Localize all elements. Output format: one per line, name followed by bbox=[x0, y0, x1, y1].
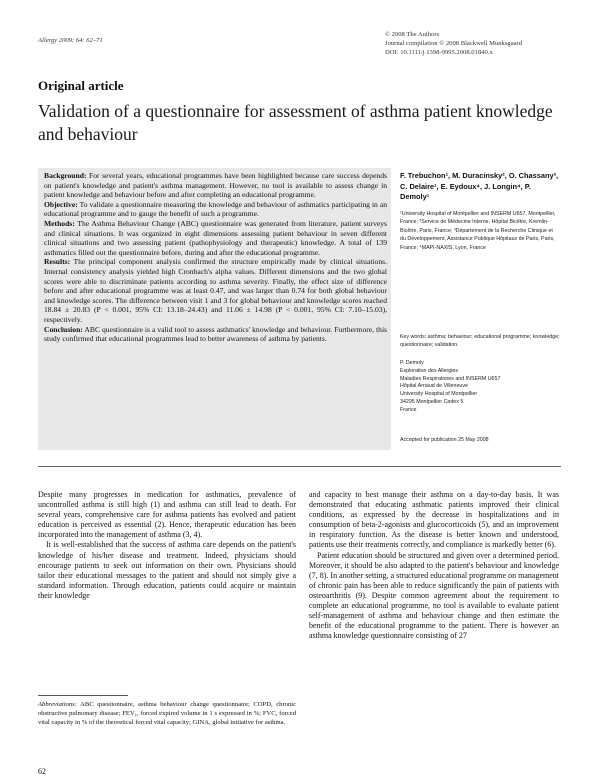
methods-text: The Asthma Behaviour Change (ABC) questionnaire was generated from literature, patient surveys and clinical situations. It was organized in eight dimensions assessing patient behaviour in seven different clinical situations and two assessing patient (pathophysiology and therapeutic) knowledge. A total of 139 asthmatics filled out the questionnaire before, during and after the educational programme. bbox=[44, 218, 387, 257]
background-text: For several years, educational programmes have been highlighted because care success depends on patient's knowledge and patient's asthma management. However, no tool is available to assess change in patient knowledge and behaviour before and after completing an educational programme. bbox=[44, 171, 387, 200]
compilation-line: Journal compilation © 2008 Blackwell Munksgaard bbox=[385, 40, 523, 47]
results-text: The principal component analysis confirmed the structure empirically made by clinical situations. Internal consistency analysis yielded high Cronbach's alpha values. Different dimensions and the two global scores were able to discriminate patients according to asthma severity. Finally, the effect size of difference before and after educational programme was at least 0.47, and was larger than 0.74 for both global behaviour and knowledge scores. The difference between visit 1 and 3 for global behaviour and knowledge scores reached 18.84 ± 20.83 (P < 0.001, 95% CI: 13.18–24.43) and 11.06 ± 14.98 (P < 0.001, 95% CI: 7.10–15.03), respectively. bbox=[44, 257, 387, 324]
body-paragraph: and capacity to best manage their asthma on a day-to-day basis. It was demonstrated that educating asthmatic patients improved their clinical conditions, as expressed by the decrease in hospitalizations and in consumption of beta-2-agonists and glucocorticoids (5), and an improvement in respiratory function. As the disease is better known and understood, patients use their treatments correctly, and compliance is markedly better (6). bbox=[309, 490, 559, 550]
copyright-line: © 2008 The Authors bbox=[385, 31, 440, 38]
article-title: Validation of a questionnaire for assessment of asthma patient knowledge and behaviour bbox=[38, 101, 553, 144]
body-column-left bbox=[38, 490, 296, 601]
background-label: Background: bbox=[44, 171, 87, 180]
methods-label: Methods: bbox=[44, 218, 75, 228]
conclusion-text: ABC questionnaire is a valid tool to assess asthmatics' knowledge and behaviour. Furthermore, this study confirmed that educational programmes lead to better awareness of asthma by patients. bbox=[44, 324, 388, 344]
abstract bbox=[44, 171, 387, 344]
footnote-label: Abbreviations: bbox=[38, 701, 77, 708]
authors: F. Trebuchon¹, M. Duracinsky², O. Chassany³, C. Delaire¹, E. Eydoux⁴, J. Longin⁴, P. Demoly¹ bbox=[400, 171, 559, 201]
address-line: 34295 Montpellier Cedex 5 bbox=[400, 398, 464, 405]
body-paragraph: Patient education should be structured and given over a determined period. Moreover, it should be also adapted to the patient's behaviour and knowledge (7, 8). In another setting, a structured educational programme on management of chronic pain has been able to reduce significantly the pain of patients with osteoarthritis (9). Despite common agreement about the requirement to complete an educational programme, no tool is available to evaluate patient self-management of asthma and behaviour change and then estimate the benefit of the educational programme to the patient. There is however an asthma knowledge questionnaire consisting of 27 bbox=[309, 550, 559, 641]
accepted-date: Accepted for publication 25 May 2008 bbox=[400, 437, 489, 443]
conclusion-label: Conclusion: bbox=[44, 324, 83, 334]
affiliations: ¹University Hospital of Montpellier and INSERM U657, Montpellier, France; ²Service de Médecine Interne, Hôpital Bicêtre, Kremlin-Bicêtre, Paris, France; ³Département de la Recherche Clinique et du Développement, Assistance Publique Hôpitaux de Paris, Paris, France; ⁴MAPI-NAXIS, Lyon, France bbox=[400, 211, 556, 251]
objective-label: Objective: bbox=[44, 199, 78, 209]
keywords: Key words: asthma; behaviour; educational programme; knowledge; questionnaire; validation. bbox=[400, 334, 560, 348]
journal-reference: Allergy 2009: 64: 62–71 bbox=[38, 37, 103, 44]
section-divider bbox=[38, 466, 561, 467]
address-line: Maladies Respiratoires and INSERM U657 bbox=[400, 375, 501, 382]
address-line: Exploration des Allergies bbox=[400, 367, 459, 374]
body-column-right bbox=[309, 490, 559, 641]
body-paragraph: Despite many progresses in medication for asthmatics, prevalence of uncontrolled asthma is still high (1) and asthma can still lead to death. For several years, comprehensive care for asthma patients has evolved and patient education is perceived as essential (2). Hence, therapeutic education has been incorporated into the management of asthma (3, 4). bbox=[38, 490, 296, 540]
body-paragraph: It is well-established that the success of asthma care depends on the patient's knowledge of his/her disease and treatment. Indeed, physicians should encourage patients to seek out information on their own. Physicians should tailor their educational messages to the patient and should not simply give a standard information. Through education, patients could acquire or maintain their knowledge bbox=[38, 540, 296, 600]
page-number: 62 bbox=[38, 767, 46, 776]
address-line: University Hospital of Montpellier bbox=[400, 391, 478, 398]
footnote-text: ABC questionnaire, asthma behaviour change questionnaire; COPD, chronic obstructive pulmonary disease; FEV₁, forced expired volume in 1 s expressed in %; FVC, forced vital capacity in % of the theoretical forced vital capacity; GINA, global initiative for asthma. bbox=[38, 701, 296, 726]
doi[interactable]: DOI: 10.1111/j.1398-9995.2008.01840.x bbox=[385, 49, 493, 56]
correspondence-address bbox=[400, 360, 560, 415]
address-line: P. Demoly bbox=[400, 360, 424, 366]
results-label: Results: bbox=[44, 257, 71, 267]
address-line: Hôpital Arnaud de Villeneuve bbox=[400, 383, 468, 390]
publication-info bbox=[385, 30, 585, 57]
objective-text: To validate a questionnaire measuring the knowledge and behaviour of asthmatics participating in an educational programme and to gauge the benefit of such a programme. bbox=[44, 199, 387, 219]
footnote-divider bbox=[38, 695, 128, 696]
address-line: France bbox=[400, 406, 417, 413]
article-type: Original article bbox=[38, 78, 124, 93]
abbreviations-footnote bbox=[38, 701, 296, 727]
